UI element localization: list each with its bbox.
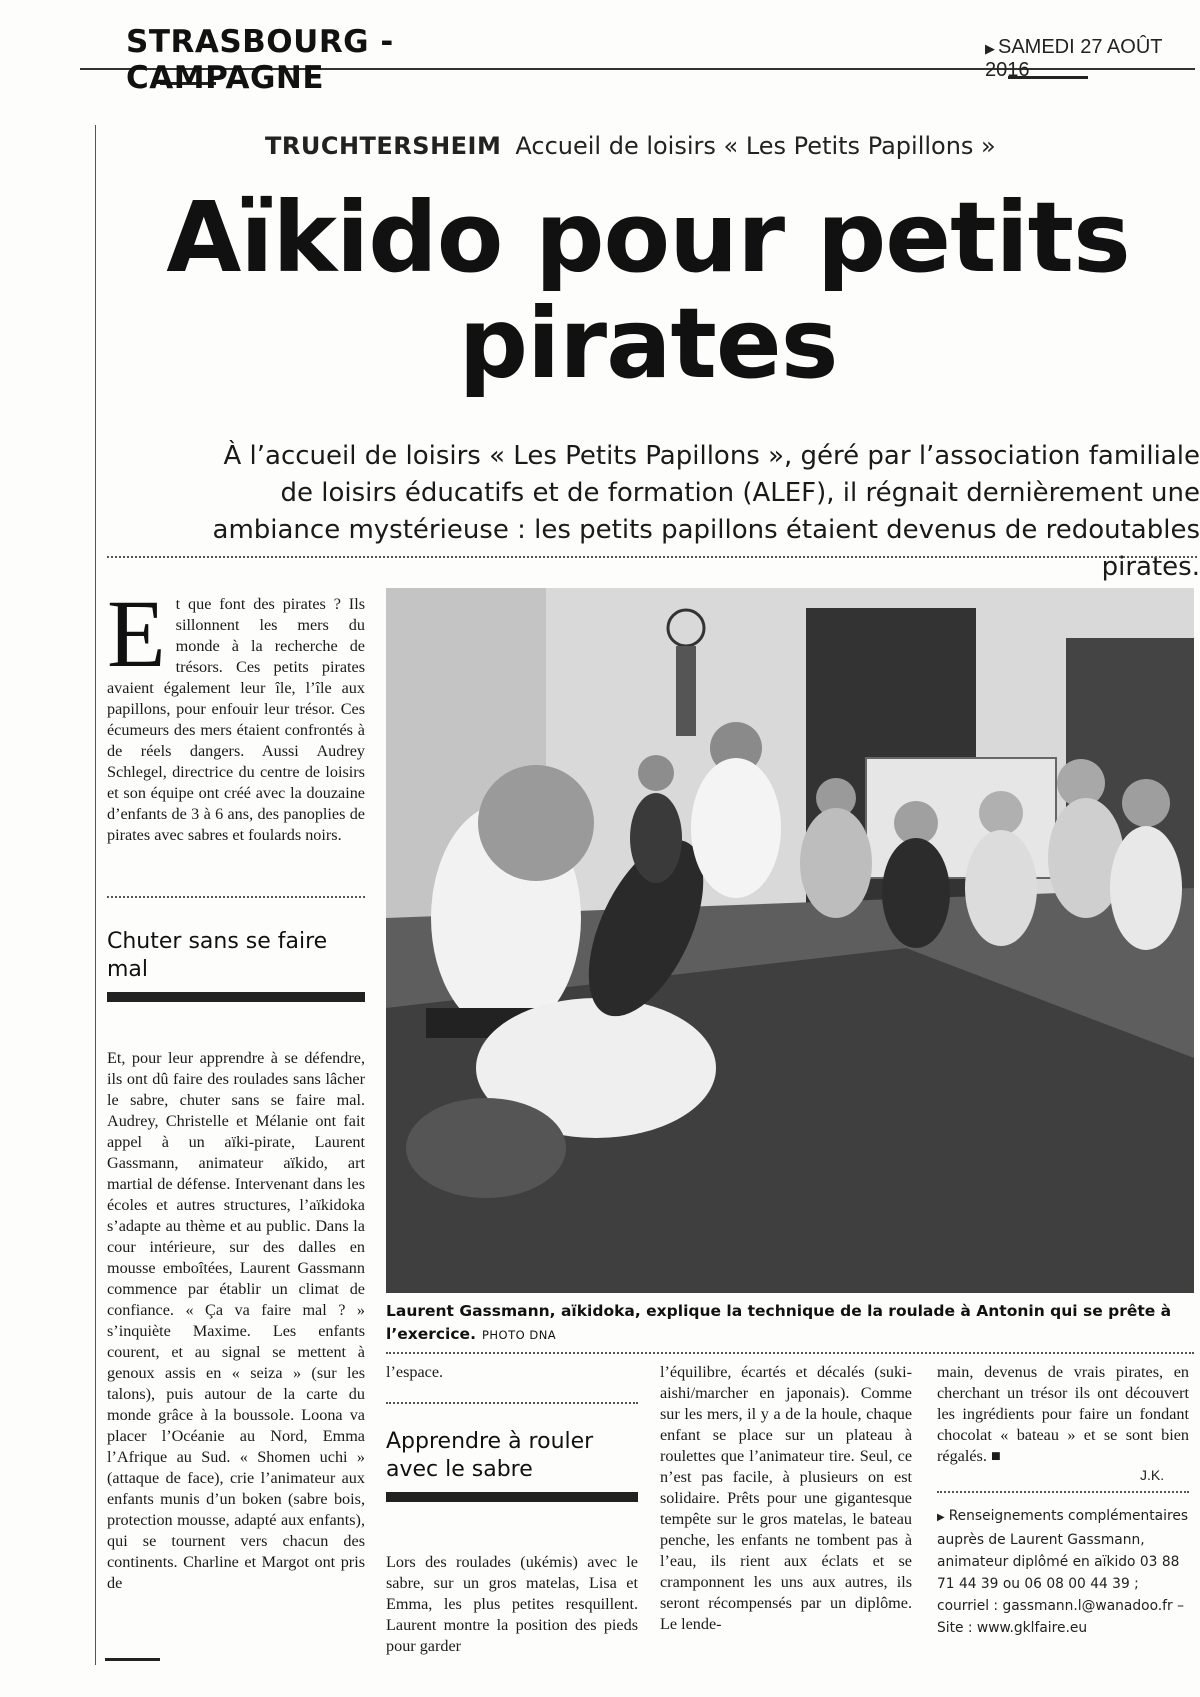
subhead-bar — [107, 992, 365, 1002]
crop-mark — [105, 1658, 160, 1661]
photo-illustration — [386, 588, 1194, 1293]
end-mark: ■ — [990, 1447, 1001, 1465]
info-text: Renseignements complémentaires auprès de Laurent Gassmann, animateur diplômé en aïkido 03 88 71 44 39 ou 06 08 00 44 39 ; courriel : gassmann.l@wanadoo.fr – Site : www.gklfaire.eu — [937, 1508, 1189, 1636]
info-box — [937, 1505, 1189, 1639]
article-photo — [386, 588, 1194, 1293]
article-body-col2-top — [386, 1362, 638, 1383]
dotted-divider — [386, 1402, 638, 1404]
dropcap: E — [107, 580, 166, 687]
article-intro — [107, 580, 365, 846]
lede: À l’accueil de loisirs « Les Petits Papillons », géré par l’association familiale de loisirs éducatifs et de formation (ALEF), il régnait dernièrement une ambiance mystérieuse : les petits papillons étaient devenus de redoutables pirates. — [212, 441, 1200, 582]
author-signature: J.K. — [1140, 1467, 1165, 1483]
subhead-bar — [386, 1492, 638, 1502]
issue-date-text: SAMEDI 27 AOÛT 2016 — [985, 36, 1163, 81]
kicker-topic: Accueil de loisirs « Les Petits Papillons » — [515, 132, 996, 160]
section-title: STRASBOURG - CAMPAGNE — [126, 24, 394, 96]
kicker — [265, 132, 1085, 160]
article-body-col1 — [107, 1048, 365, 1594]
article-body-col4 — [937, 1362, 1189, 1467]
body3-text: l’équilibre, écartés et décalés (suki-aishi/marcher en japonais). Comme sur les mers, il y a de la houle, chaque enfant se place sur un plateau à roulettes que l’animateur tire. Seul, ce n’est pas facile, à plusieurs on est solidaire. Prêts pour une gigantesque tempête sur le gros matelas, le bateau penche, les enfants ne tombent pas à l’eau, ils rient aux éclats et se cramponnent les uns aux autres, ils seront récompensés par un diplôme. Le lende- — [660, 1363, 912, 1633]
body1-text: Et, pour leur apprendre à se défendre, ils ont dû faire des roulades sans lâcher le sabre, chuter sans se faire mal. Audrey, Christelle et Mélanie ont fait appel à un aïki-pirate, Laurent Gassmann, animateur aïkido, art martial de défense. Intervenant dans les écoles et autres structures, l’aïkidoka s’adapte au thème et au public. Dans la cour intérieure, sur des dalles en mousse emboîtées, Laurent Gassmann commence par établir un climat de confiance. « Ça va faire mal ? » s’inquiète Maxime. Les enfants courent, et au signal se mettent à genoux assis en « seiza » (sur les talons), puis autour de la carte du monde grâce à la boussole. Loona va placer l’Océanie au Nord, Emma l’Afrique au Sud. « Shomen uchi » (attaque de face), crie l’animateur aux enfants munis d’un boken (sabre bois, protection mousse, adapté aux enfants), qui se tournent vers chacun des continents. Charline et Margot ont pris de — [107, 1049, 365, 1592]
arrow-icon: ▶ — [985, 41, 995, 56]
headline: Aïkido pour petits pirates — [166, 181, 1130, 400]
dotted-divider — [937, 1491, 1189, 1493]
article-body-col2 — [386, 1552, 638, 1657]
photo-credit: PHOTO DNA — [481, 1328, 557, 1342]
caption-text: Laurent Gassmann, aïkidoka, explique la technique de la roulade à Antonin qui se prête à l’exercice. — [386, 1302, 1172, 1343]
dotted-divider — [386, 1352, 1194, 1354]
arrow-icon: ▶ — [937, 1512, 945, 1523]
kicker-place: TRUCHTERSHEIM — [265, 132, 502, 160]
dotted-divider — [107, 556, 1197, 558]
photo-caption — [386, 1300, 1194, 1347]
body4-para — [937, 1362, 1189, 1467]
intro-text: t que font des pirates ? Ils sillonnent les mers du monde à la recherche de trésors. Ces petits pirates avaient également leur île, l’île aux papillons, pour enfouir leur trésor. Ces écumeurs des mers étaient confrontés à de réels dangers. Aussi Audrey Schlegel, directrice du centre de loisirs et son équipe ont créé avec la douzaine d’enfants de 3 à 6 ans, des panoplies de pirates avec sabres et foulards noirs. — [107, 595, 365, 844]
subhead-apprendre: Apprendre à rouler avec le sabre — [386, 1429, 594, 1482]
column-rule — [95, 125, 96, 1665]
subhead-chuter: Chuter sans se faire mal — [107, 929, 328, 982]
article-body-col3 — [660, 1362, 912, 1635]
col2-top-text: l’espace. — [386, 1363, 444, 1381]
issue-date — [985, 36, 1200, 82]
body2-text: Lors des roulades (ukémis) avec le sabre, sur un gros matelas, Lisa et Emma, les plus petites resquillent. Laurent montre la position des pieds pour garder — [386, 1553, 638, 1655]
dotted-divider — [107, 896, 365, 898]
body4-text: main, devenus de vrais pirates, en cherchant un trésor ils ont découvert les ingrédients pour faire un fondant chocolat « bateau » et se sont bien régalés. — [937, 1363, 1189, 1465]
